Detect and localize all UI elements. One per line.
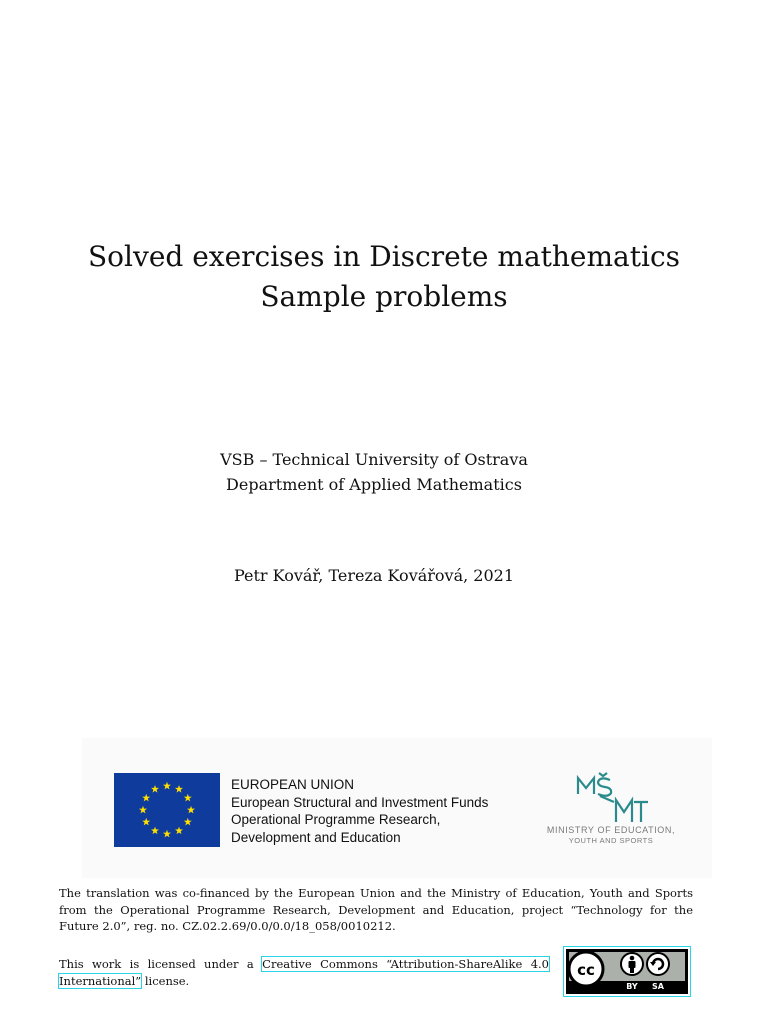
document-title-line-2: Sample problems [260,280,508,313]
eu-star-icon [139,806,147,814]
license-link[interactable]: Creative Commons “Attribution-ShareAlike 4.0 International” [59,957,549,988]
document-title-line-1: Solved exercises in Discrete mathematics [88,240,680,273]
funding-note: The translation was co-financed by the European Union and the Ministry of Education, Youth and Sports from the Operational Programme Research, Development and Education, project “Technology for the Future 2.0”, reg. no. CZ.02.2.69/0.0/0.0/18_058/0010212. [59,886,693,933]
cc-by-sa-icon [566,949,688,994]
eu-stars-icon [114,773,220,847]
eu-line-2: European Structural and Investment Funds [231,794,489,810]
eu-star-icon [142,818,150,826]
eu-star-icon [163,830,171,838]
eu-star-icon [163,782,171,790]
cc-by-sa-badge [566,949,688,994]
eu-line-4: Development and Education [231,829,401,845]
department-name: Department of Applied Mathematics [226,475,522,494]
eu-star-icon [175,827,183,835]
eu-funding-text [231,776,488,846]
eu-star-icon [187,806,195,814]
eu-line-3: Operational Programme Research, [231,812,441,827]
msmt-logo [540,772,682,848]
license-suffix: license. [141,973,190,988]
authors-line: Petr Kovář, Tereza Kovářová, 2021 [233,566,515,585]
eu-star-icon [151,827,159,835]
university-name: VSB – Technical University of Ostrava [220,450,528,469]
eu-star-icon [151,785,159,793]
license-statement [59,956,549,989]
eu-line-1: EUROPEAN UNION [231,777,355,792]
license-prefix: This work is licensed under a [59,957,263,971]
cc-text: cc [577,961,595,979]
eu-star-icon [142,794,150,802]
by-text: BY [626,982,638,991]
eu-star-icon [175,785,183,793]
eu-flag-icon [114,773,220,847]
msmt-youth-line: YOUTH AND SPORTS [568,836,654,845]
eu-star-icon [184,794,192,802]
eu-star-icon [184,818,192,826]
sa-text: SA [652,982,664,991]
msmt-ministry-line: MINISTRY OF EDUCATION, [546,825,676,835]
msmt-mark-icon [540,772,682,824]
